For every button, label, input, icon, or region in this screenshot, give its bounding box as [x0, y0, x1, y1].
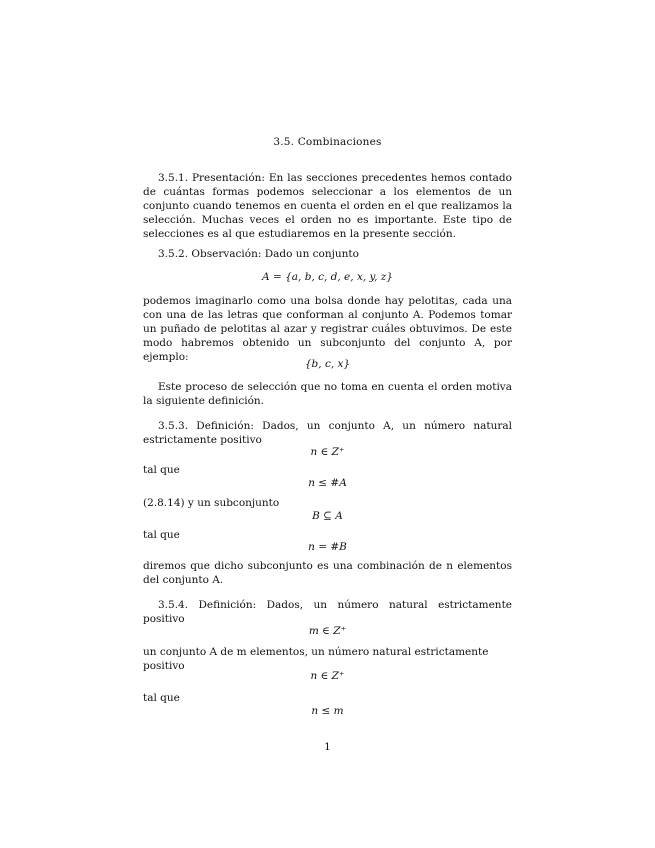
- definicion2-text: Dados, un número natural estrictamente positivo: [143, 599, 513, 626]
- document-page: [143, 0, 512, 848]
- tal-que-1: tal que: [143, 464, 180, 476]
- definicion1-label: 3.5.3. Definición:: [158, 420, 254, 432]
- definicion1-text: Dados, un conjunto A, un número natural estrictamente positivo: [143, 420, 512, 447]
- equation-n-le-card-a: n ≤ #A: [308, 477, 347, 489]
- equation-n-positive: n ∈ Z⁺: [310, 446, 345, 458]
- paragraph-definicion-1: [143, 419, 512, 447]
- presentacion-label: 3.5.1. Presentación:: [158, 172, 265, 184]
- page-number: 1: [324, 741, 331, 753]
- equation-n-eq-card-b: n = #B: [308, 541, 347, 553]
- tal-que-2: tal que: [143, 529, 180, 541]
- definicion2-label: 3.5.4. Definición:: [158, 599, 257, 611]
- presentacion-text: En las secciones precedentes hemos contado de cuántas formas podemos seleccionar a los elementos de un conjunto cuando tenemos en cuenta el orden en el que realizamos la selección. Muchas veces el orden no es importante. Este tipo de selecciones es al que estudiaremos en la presente sección.: [143, 172, 512, 241]
- definicion1-closing-text: diremos que dicho subconjunto es una combinación de n elementos del conjunto A.: [143, 560, 512, 587]
- observacion-text: Dado un conjunto: [261, 248, 359, 260]
- paragraph-definicion-2: [143, 598, 512, 626]
- section-title: 3.5. Combinaciones: [273, 136, 382, 148]
- tal-que-3: tal que: [143, 692, 180, 704]
- equation-set-a: A = {a, b, c, d, e, x, y, z}: [262, 271, 393, 283]
- observacion-label: 3.5.2. Observación:: [158, 248, 262, 260]
- equation-b-subset-a: B ⊆ A: [312, 510, 343, 522]
- paragraph-observacion: [143, 247, 512, 261]
- subconjunto-text: (2.8.14) y un subconjunto: [143, 497, 280, 509]
- equation-m-positive: m ∈ Z⁺: [308, 625, 347, 637]
- observacion-after-text: podemos imaginarlo como una bolsa donde hay pelotitas, cada una con una de las letras que conforman al conjunto A. Podemos tomar un puñado de pelotitas al azar y registrar cuáles obtuvimos. De este modo habremos obtenido un subconjunto del conjunto A, por ejemplo:: [143, 295, 512, 364]
- equation-n-le-m: n ≤ m: [311, 705, 344, 717]
- equation-n-positive-2: n ∈ Z⁺: [310, 670, 345, 682]
- observacion-closing-text: Este proceso de selección que no toma en cuenta el orden motiva la siguiente definición.: [143, 381, 512, 408]
- observacion-closing: [143, 380, 512, 408]
- definicion2-set-text: un conjunto A de m elementos, un número natural estrictamente positivo: [143, 646, 489, 673]
- paragraph-presentacion: [143, 171, 512, 241]
- equation-subset-example: {b, c, x}: [304, 358, 351, 370]
- definicion1-closing: [143, 559, 512, 587]
- observacion-body: [143, 294, 512, 364]
